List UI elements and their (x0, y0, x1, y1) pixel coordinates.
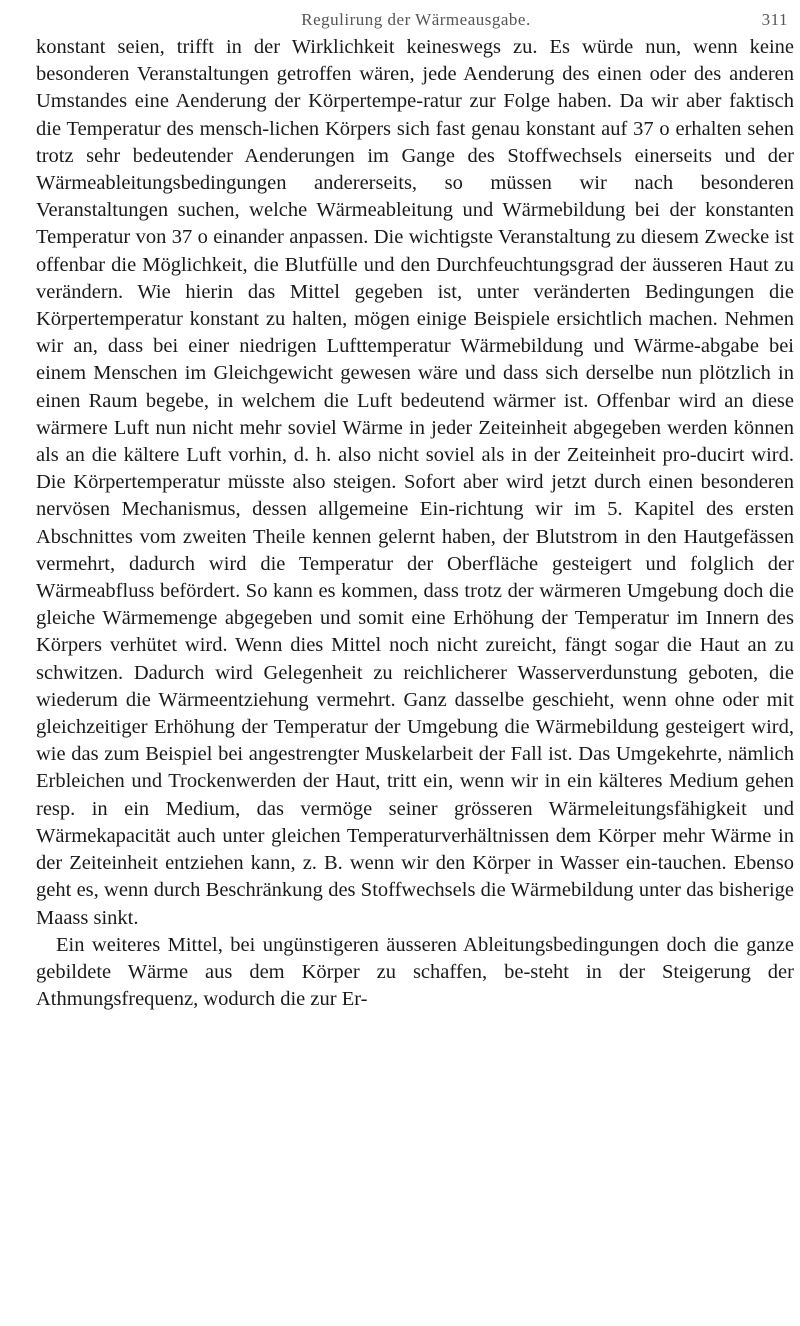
paragraph: konstant seien, trifft in der Wirklichkeit keineswegs zu. Es würde nun, wenn keine besonderen Veranstaltungen getroffen wären, jede Aenderung des einen oder des anderen Umstandes eine Aenderung der Körpertempe-ratur zur Folge haben. Da wir aber faktisch die Temperatur des mensch-lichen Körpers sich fast genau konstant auf 37 o erhalten sehen trotz sehr bedeutender Aenderungen im Gange des Stoffwechsels einerseits und der Wärmeableitungsbedingungen andererseits, so müssen wir nach besonderen Veranstaltungen suchen, welche Wärmeableitung und Wärmebildung bei der konstanten Temperatur von 37 o einander anpassen. Die wichtigste Veranstaltung zu diesem Zwecke ist offenbar die Möglichkeit, die Blutfülle und den Durchfeuchtungsgrad der äusseren Haut zu verändern. Wie hierin das Mittel gegeben ist, unter veränderten Bedingungen die Körpertemperatur konstant zu halten, mögen einige Beispiele ersichtlich machen. Nehmen wir an, dass bei einer niedrigen Lufttemperatur Wärmebildung und Wärme-abgabe bei einem Menschen im Gleichgewicht gewesen wäre und dass sich derselbe nun plötzlich in einen Raum begebe, in welchem die Luft bedeutend wärmer ist. Offenbar wird an diese wärmere Luft nun nicht mehr soviel Wärme in jeder Zeiteinheit abgegeben werden können als an die kältere Luft vorhin, d. h. also nicht soviel als in der Zeiteinheit pro-ducirt wird. Die Körpertemperatur müsste also steigen. Sofort aber wird jetzt durch einen besonderen nervösen Mechanismus, dessen allgemeine Ein-richtung wir im 5. Kapitel des ersten Abschnittes vom zweiten Theile kennen gelernt haben, der Blutstrom in den Hautgefässen vermehrt, dadurch wird die Temperatur der Oberfläche gesteigert und folglich der Wärmeabfluss befördert. So kann es kommen, dass trotz der wärmeren Umgebung doch die gleiche Wärmemenge abgegeben und somit eine Erhöhung der Temperatur im Innern des Körpers verhütet wird. Wenn dies Mittel noch nicht zureicht, fängt sogar die Haut an zu schwitzen. Dadurch wird Gelegenheit zu reichlicherer Wasserverdunstung geboten, die wiederum die Wärmeentziehung vermehrt. Ganz dasselbe geschieht, wenn ohne oder mit gleichzeitiger Erhöhung der Temperatur der Umgebung die Wärmebildung gesteigert wird, wie das zum Beispiel bei angestrengter Muskelarbeit der Fall ist. Das Umgekehrte, nämlich Erbleichen und Trockenwerden der Haut, tritt ein, wenn wir in ein kälteres Medium gehen resp. in ein Medium, das vermöge seiner grösseren Wärmeleitungsfähigkeit und Wärmekapacität auch unter gleichen Temperaturverhältnissen dem Körper mehr Wärme in der Zeiteinheit entziehen kann, z. B. wenn wir den Körper in Wasser ein-tauchen. Ebenso geht es, wenn durch Beschränkung des Stoffwechsels die Wärmebildung unter das bisherige Maass sinkt. (36, 36, 794, 929)
body-text (36, 34, 794, 1013)
paragraph: Ein weiteres Mittel, bei ungünstigeren äusseren Ableitungsbedingungen doch die ganze gebildete Wärme aus dem Körper zu schaffen, be-steht in der Steigerung der Athmungsfrequenz, wodurch die zur Er- (36, 933, 794, 1011)
running-head-title: Regulirung der Wärmeausgabe. (301, 10, 531, 29)
page-number: 311 (761, 10, 788, 29)
